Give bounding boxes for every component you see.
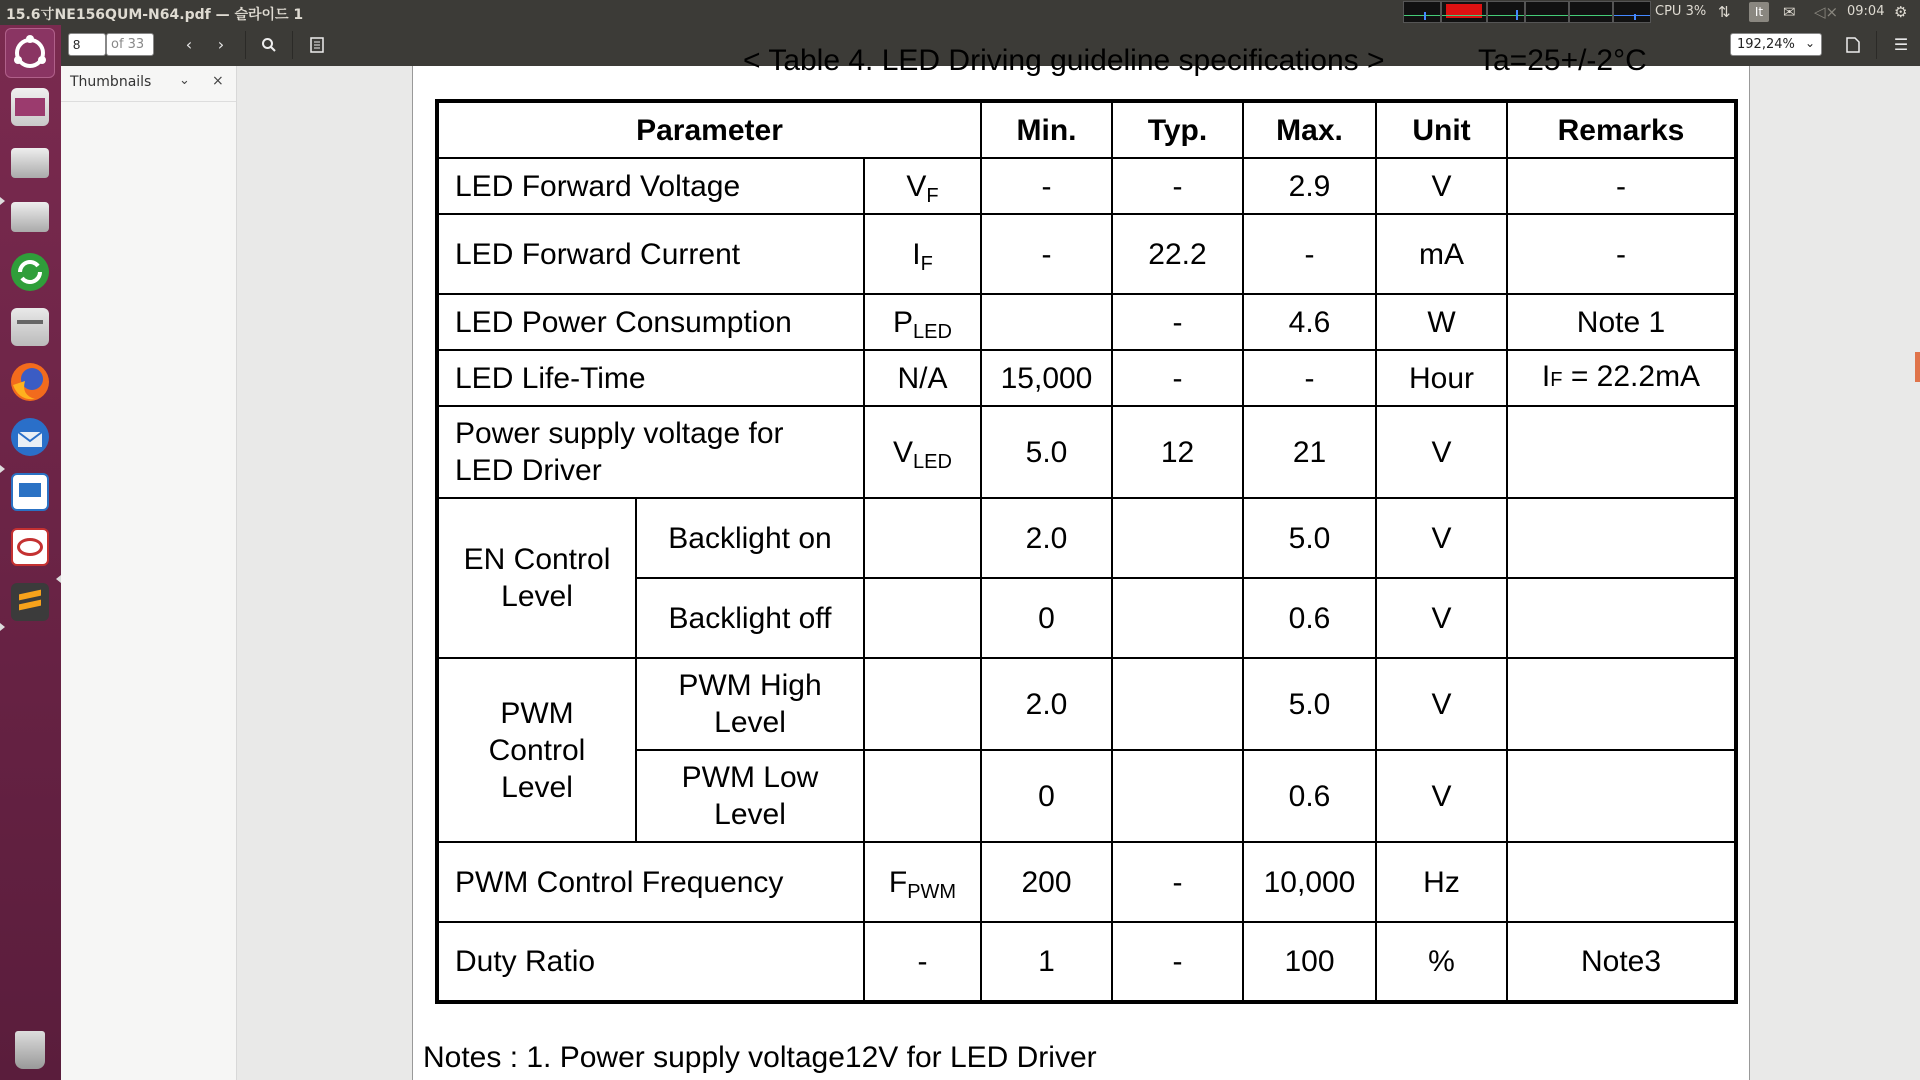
remarks-cell — [1507, 578, 1736, 658]
unit-cell: V — [1376, 406, 1507, 498]
symbol-sub: LED — [913, 450, 952, 473]
group-line: Control — [488, 733, 586, 767]
symbol-cell — [864, 214, 981, 294]
typ-cell: - — [1112, 294, 1243, 350]
unit-cell: V — [1376, 750, 1507, 842]
param-cell: Duty Ratio — [437, 922, 864, 1002]
min-cell: 0 — [981, 578, 1112, 658]
temperature-condition: Ta=25+/-2°C — [1478, 44, 1647, 77]
symbol-cell — [864, 406, 981, 498]
symbol-sub: PWM — [907, 880, 957, 903]
min-cell: - — [981, 158, 1112, 214]
min-cell: 0 — [981, 750, 1112, 842]
min-cell: 2.0 — [981, 498, 1112, 578]
network-icon[interactable]: ⇅ — [1718, 3, 1731, 21]
unit-cell: V — [1376, 578, 1507, 658]
page-number-input[interactable] — [68, 33, 106, 56]
symbol-sub: LED — [913, 320, 952, 343]
symbol-cell — [864, 842, 981, 922]
max-cell: 100 — [1243, 922, 1376, 1002]
subparam-line: Level — [714, 706, 786, 739]
min-cell: 2.0 — [981, 658, 1112, 750]
disk-drive-icon[interactable] — [5, 138, 55, 188]
chevron-down-icon[interactable]: ⌄ — [179, 73, 190, 88]
symbol-sub: F — [920, 252, 933, 275]
mail-icon[interactable]: ✉ — [1783, 3, 1796, 21]
remarks-cell — [1507, 750, 1736, 842]
chevron-down-icon: ⌄ — [1804, 36, 1815, 50]
led-driving-spec-table — [435, 99, 1738, 1004]
min-cell: 200 — [981, 842, 1112, 922]
firefox-icon[interactable] — [5, 357, 55, 407]
page-total: of 33 — [106, 33, 154, 56]
max-cell: 21 — [1243, 406, 1376, 498]
symbol-cell: - — [864, 922, 981, 1002]
window-title: 15.6寸NE156QUM-N64.pdf — 슬라이드 1 — [6, 7, 304, 23]
symbol-main: V — [906, 169, 927, 203]
remarks-cell: - — [1507, 214, 1736, 294]
remarks-cell — [1507, 350, 1736, 406]
max-cell: 2.9 — [1243, 158, 1376, 214]
remarks-cell — [1507, 498, 1736, 578]
table-caption: < Table 4. LED Driving guideline specifications > — [743, 44, 1385, 77]
previous-page-icon[interactable]: ‹ — [185, 35, 193, 54]
min-cell: 5.0 — [981, 406, 1112, 498]
group-cell — [437, 498, 636, 658]
typ-cell: - — [1112, 158, 1243, 214]
table-row — [437, 842, 1736, 922]
sublime-icon[interactable] — [5, 577, 55, 627]
pdf-viewer-icon[interactable] — [5, 522, 55, 572]
remarks-main: I — [1541, 359, 1551, 393]
param-cell: LED Forward Voltage — [437, 158, 864, 214]
keyboard-lang-indicator[interactable]: It — [1749, 2, 1769, 22]
min-cell: 15,000 — [981, 350, 1112, 406]
table-row — [437, 922, 1736, 1002]
remarks-sub: F — [1550, 368, 1563, 391]
subparam-cell — [636, 658, 864, 750]
volume-icon[interactable]: ◁× — [1814, 3, 1839, 21]
typ-cell: 22.2 — [1112, 214, 1243, 294]
symbol-cell: N/A — [864, 350, 981, 406]
subparam-cell: Backlight off — [636, 578, 864, 658]
max-cell: - — [1243, 350, 1376, 406]
min-cell — [981, 294, 1112, 350]
symbol-cell — [864, 294, 981, 350]
pdf-page — [412, 44, 1750, 1080]
header-remarks: Remarks — [1507, 101, 1736, 158]
symbol-main: P — [893, 305, 914, 339]
typ-cell — [1112, 750, 1243, 842]
disk-drive-2-icon[interactable] — [5, 192, 55, 242]
symbol-main: F — [888, 865, 908, 899]
subparam-line: Level — [714, 798, 786, 831]
remarks-cell — [1507, 658, 1736, 750]
ubuntu-dash-icon[interactable] — [5, 28, 55, 78]
table-row — [437, 406, 1736, 498]
sidebar — [61, 66, 237, 1080]
typ-cell: - — [1112, 842, 1243, 922]
notes: Notes : 1. Power supply voltage12V for LED Driver — [423, 1041, 1097, 1074]
scrollbar-indicator[interactable] — [1915, 352, 1920, 382]
header-unit: Unit — [1376, 101, 1507, 158]
memory-graph — [1441, 1, 1487, 23]
cpu-graph — [1403, 1, 1441, 23]
symbol-main: V — [893, 435, 914, 469]
sidebar-header — [61, 66, 236, 102]
param-line: LED Driver — [455, 454, 602, 487]
unit-cell: W — [1376, 294, 1507, 350]
document-properties-icon[interactable] — [1838, 31, 1868, 59]
disk-graph — [1613, 1, 1651, 23]
files-app-icon[interactable] — [5, 82, 55, 132]
table-row — [437, 214, 1736, 294]
subparam-cell: Backlight on — [636, 498, 864, 578]
header-parameter: Parameter — [437, 101, 981, 158]
close-icon[interactable]: × — [212, 73, 224, 89]
remarks-rest: = 22.2mA — [1562, 359, 1701, 393]
max-cell: 4.6 — [1243, 294, 1376, 350]
clock[interactable]: 09:04 — [1847, 4, 1885, 19]
param-cell: LED Life-Time — [437, 350, 864, 406]
symbol-cell — [864, 578, 981, 658]
menu-icon[interactable]: ☰ — [1893, 35, 1909, 54]
max-cell: 0.6 — [1243, 750, 1376, 842]
subparam-cell — [636, 750, 864, 842]
remarks-cell: Note3 — [1507, 922, 1736, 1002]
archive-icon[interactable] — [5, 302, 55, 352]
typ-cell — [1112, 578, 1243, 658]
param-line: Power supply voltage for — [455, 417, 784, 450]
symbol-sub: F — [926, 184, 939, 207]
max-cell: 5.0 — [1243, 498, 1376, 578]
max-cell: 10,000 — [1243, 842, 1376, 922]
typ-cell: - — [1112, 922, 1243, 1002]
table-row — [437, 294, 1736, 350]
remarks-cell: - — [1507, 158, 1736, 214]
top-panel — [0, 0, 1920, 25]
max-cell: 0.6 — [1243, 578, 1376, 658]
param-cell: LED Forward Current — [437, 214, 864, 294]
launcher — [0, 25, 61, 1080]
max-cell: 5.0 — [1243, 658, 1376, 750]
table-row — [437, 498, 1736, 578]
unit-cell: V — [1376, 498, 1507, 578]
header-typ: Typ. — [1112, 101, 1243, 158]
group-cell — [437, 658, 636, 842]
swap-graph — [1487, 1, 1525, 23]
max-cell: - — [1243, 214, 1376, 294]
typ-cell — [1112, 658, 1243, 750]
table-row — [437, 158, 1736, 214]
param-cell: PWM Control Frequency — [437, 842, 864, 922]
table-row — [437, 350, 1736, 406]
unit-cell: V — [1376, 158, 1507, 214]
min-cell: - — [981, 214, 1112, 294]
annotations-icon[interactable] — [302, 31, 332, 59]
typ-cell — [1112, 498, 1243, 578]
param-cell — [437, 406, 864, 498]
unit-cell: mA — [1376, 214, 1507, 294]
cpu-label[interactable]: CPU 3% — [1655, 4, 1707, 19]
group-line: Level — [501, 770, 573, 804]
param-cell: LED Power Consumption — [437, 294, 864, 350]
settings-icon[interactable]: ⚙ — [1894, 3, 1908, 21]
symbol-cell — [864, 658, 981, 750]
symbol-cell — [864, 498, 981, 578]
table-row — [437, 658, 1736, 750]
remarks-cell: Note 1 — [1507, 294, 1736, 350]
sidebar-mode-label[interactable]: Thumbnails — [70, 74, 152, 90]
thunderbird-icon[interactable] — [5, 412, 55, 462]
net-graph — [1525, 1, 1569, 23]
remarks-cell — [1507, 842, 1736, 922]
writer-icon[interactable] — [5, 467, 55, 517]
table-header-row — [437, 101, 1736, 158]
subparam-line: PWM Low — [681, 761, 819, 794]
group-line: Level — [501, 580, 573, 613]
load-graph — [1569, 1, 1613, 23]
group-line: PWM — [500, 696, 574, 730]
search-icon[interactable] — [254, 31, 284, 59]
unit-cell: Hz — [1376, 842, 1507, 922]
header-min: Min. — [981, 101, 1112, 158]
next-page-icon[interactable]: › — [217, 35, 225, 54]
subparam-line: PWM High — [678, 669, 822, 702]
symbol-main: I — [912, 237, 921, 271]
zoom-value: 192,24% — [1737, 37, 1795, 52]
zoom-select[interactable] — [1730, 33, 1822, 56]
header-max: Max. — [1243, 101, 1376, 158]
unit-cell: % — [1376, 922, 1507, 1002]
symbol-cell — [864, 750, 981, 842]
typ-cell: - — [1112, 350, 1243, 406]
remarks-cell — [1507, 406, 1736, 498]
trash-icon[interactable] — [5, 1025, 55, 1075]
group-line: EN Control — [463, 543, 611, 576]
sync-app-icon[interactable] — [5, 247, 55, 297]
min-cell: 1 — [981, 922, 1112, 1002]
symbol-cell — [864, 158, 981, 214]
unit-cell: V — [1376, 658, 1507, 750]
unit-cell: Hour — [1376, 350, 1507, 406]
typ-cell: 12 — [1112, 406, 1243, 498]
